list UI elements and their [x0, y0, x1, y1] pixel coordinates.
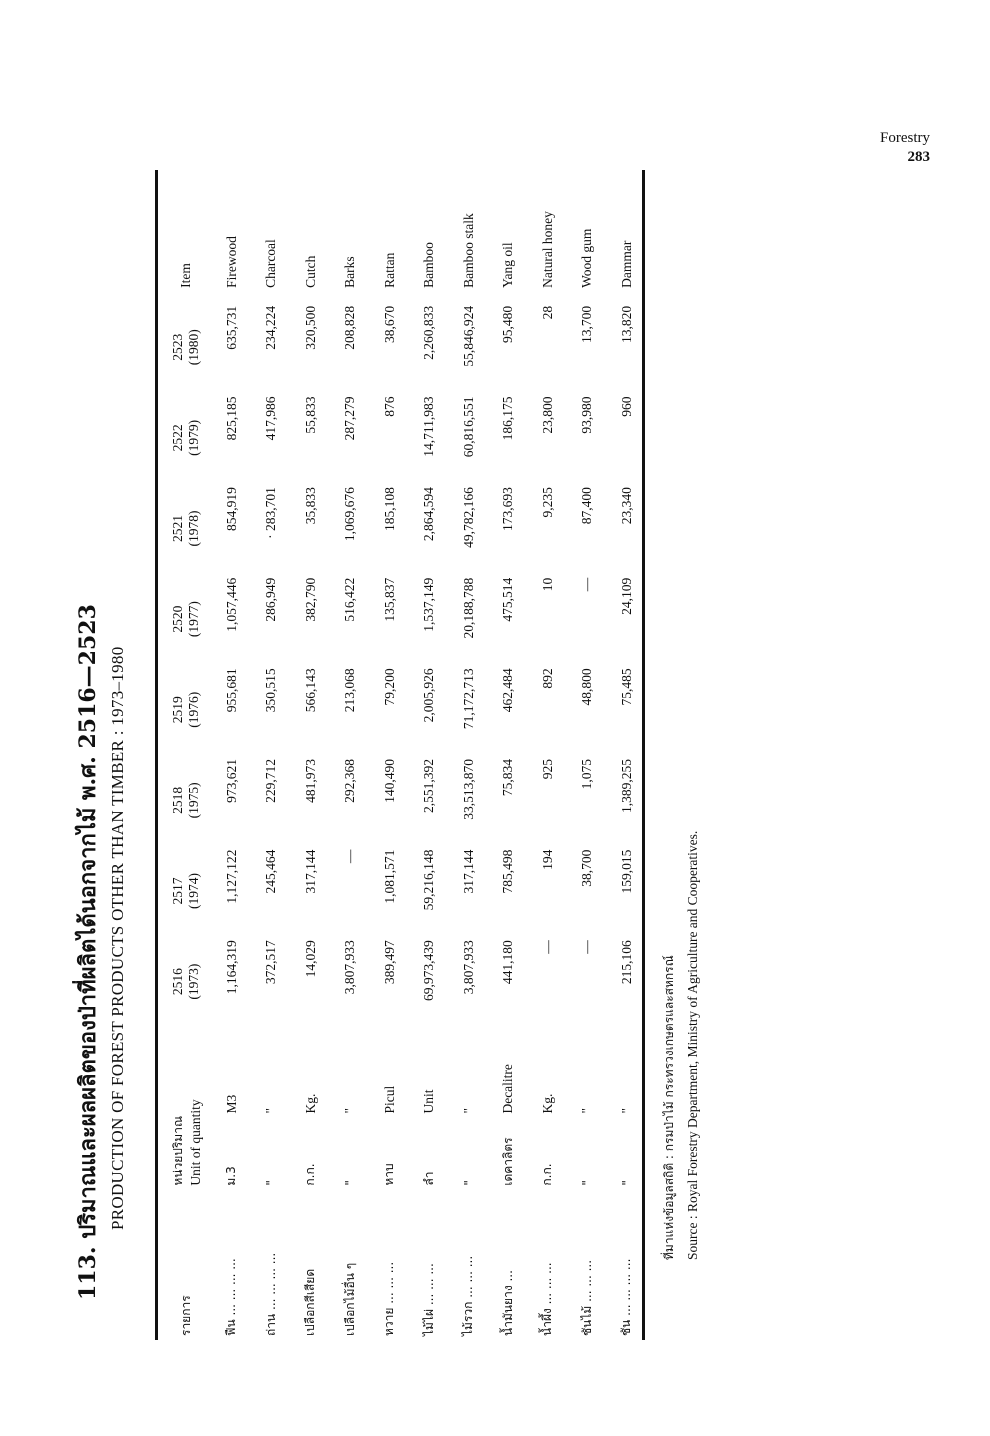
row-value: 1,057,446 — [223, 577, 239, 632]
row-thai-item: ชันไม้ ... ... ... — [579, 1259, 594, 1336]
row-value: 14,029 — [302, 940, 318, 978]
row-value: 2,864,594 — [421, 487, 437, 542]
row-value: 93,980 — [579, 396, 595, 434]
row-unit-english: M3 — [223, 1094, 239, 1114]
row-item: Bamboo — [421, 242, 437, 288]
table-row — [449, 170, 489, 1340]
col-year: 2520 (1977) — [170, 601, 201, 638]
row-value: 1,537,149 — [421, 577, 437, 632]
row-value: 973,621 — [223, 759, 239, 803]
row-value: 2,005,926 — [421, 668, 437, 723]
row-value: 1,127,122 — [223, 849, 239, 904]
row-value: 71,172,713 — [460, 668, 476, 730]
section-name: Forestry — [880, 130, 930, 146]
col-item: Item — [178, 263, 193, 288]
row-value: 49,782,166 — [460, 487, 476, 548]
row-value: — — [579, 577, 595, 592]
title-thai — [70, 604, 105, 1300]
row-value: 462,484 — [500, 668, 516, 713]
table-row — [607, 170, 647, 1340]
row-value: — — [342, 849, 358, 864]
row-unit-english: " — [342, 1108, 358, 1114]
row-value: 566,143 — [302, 668, 318, 713]
row-value: 173,693 — [500, 487, 516, 532]
row-value: 229,712 — [263, 759, 279, 803]
row-value: 635,731 — [223, 305, 239, 350]
row-unit-thai: " — [461, 1180, 476, 1186]
row-unit-thai: ม.3 — [224, 1166, 239, 1186]
row-value: 1,389,255 — [618, 759, 634, 814]
row-unit-thai: " — [343, 1180, 358, 1186]
row-value: 9,235 — [539, 487, 555, 518]
row-thai-item: ถ่าน ... ... ... ... — [263, 1252, 278, 1336]
row-value: 87,400 — [579, 487, 595, 525]
row-item: Barks — [342, 256, 358, 288]
row-value: 186,175 — [500, 396, 516, 441]
row-value: 13,700 — [579, 305, 595, 344]
row-value: 23,800 — [539, 396, 555, 434]
row-value: 38,700 — [579, 849, 595, 887]
table-number: 113. — [75, 1246, 101, 1300]
row-item: Natural honey — [539, 211, 555, 288]
row-item: Rattan — [381, 252, 397, 288]
row-value: 75,485 — [618, 668, 634, 706]
table-row — [212, 170, 252, 1340]
row-value: 292,368 — [342, 759, 358, 803]
row-thai-item: ชัน ... ... ... ... — [619, 1258, 634, 1336]
top-rule — [155, 170, 158, 1340]
row-value: 516,422 — [342, 577, 358, 622]
row-value: 876 — [381, 396, 397, 417]
row-value: 135,837 — [381, 577, 397, 622]
row-thai-item: เปลือกสีเสียด — [303, 1268, 318, 1336]
col-unit-english: Unit of quantity — [187, 1099, 203, 1186]
row-thai-item: ไม้ไผ่ ... ... ... — [421, 1263, 436, 1336]
row-value: 825,185 — [223, 396, 239, 441]
row-thai-item: น้ำผึ้ง ... ... ... — [540, 1262, 555, 1336]
row-item: Cutch — [302, 255, 318, 288]
row-value: 24,109 — [618, 577, 634, 615]
table-row — [568, 170, 608, 1340]
row-value: 955,681 — [223, 668, 239, 713]
row-value: 854,919 — [223, 487, 239, 532]
row-value: 320,500 — [302, 305, 318, 350]
row-value: 159,015 — [618, 849, 634, 894]
row-item: Charcoal — [263, 239, 279, 288]
row-value: 194 — [539, 849, 555, 870]
page-number: 283 — [907, 149, 930, 165]
row-unit-english: " — [460, 1108, 476, 1114]
row-thai-item: น้ำมันยาง ... — [500, 1270, 515, 1336]
bottom-rule — [642, 170, 645, 1340]
row-thai-item: ไม้รวก ... ... ... — [461, 1255, 476, 1336]
row-value: 33,513,870 — [460, 759, 476, 820]
col-year: 2523 (1980) — [170, 329, 201, 366]
source-note — [660, 831, 701, 1260]
title-english: PRODUCTION OF FOREST PRODUCTS OTHER THAN TIMBER : 1973–1980 — [108, 646, 127, 1230]
row-value: 3,807,933 — [342, 940, 358, 995]
row-value: 960 — [618, 396, 634, 417]
row-value: 3,807,933 — [460, 940, 476, 995]
row-unit-thai: ก.ก. — [540, 1163, 555, 1186]
row-value: 475,514 — [500, 577, 516, 622]
table-row — [291, 170, 331, 1340]
col-year: 2521 (1978) — [170, 510, 201, 547]
row-value: 382,790 — [302, 577, 318, 622]
row-item: Firewood — [223, 236, 239, 288]
row-value: 389,497 — [381, 940, 397, 985]
row-value: 20,188,788 — [460, 577, 476, 639]
row-value: 23,340 — [618, 487, 634, 525]
row-value: 245,464 — [263, 849, 279, 894]
row-value: 75,834 — [500, 759, 516, 797]
row-unit-thai: " — [580, 1180, 595, 1186]
row-value: 60,816,551 — [460, 396, 476, 458]
row-unit-english: Kg. — [302, 1093, 318, 1114]
row-unit-thai: เดคาลิตร — [500, 1137, 515, 1186]
row-value: 10 — [539, 577, 555, 592]
data-table — [160, 170, 647, 1340]
source-thai: ที่มาแห่งข้อมูลสถิติ : กรมป่าไม้ กระทรวงเกษตรและสหกรณ์ — [662, 955, 676, 1260]
col-unit — [160, 1027, 212, 1190]
row-value: 13,820 — [618, 305, 634, 344]
table-row — [331, 170, 371, 1340]
row-value: 1,081,571 — [381, 849, 397, 904]
row-value: 286,949 — [263, 577, 279, 622]
row-thai-item: หวาย ... ... ... — [382, 1261, 397, 1336]
source-english: Source : Royal Forestry Department, Ministry of Agriculture and Cooperatives. — [685, 830, 700, 1260]
col-year: 2522 (1979) — [170, 419, 201, 456]
header-row — [160, 170, 212, 1340]
page-header — [880, 130, 930, 166]
row-value: 1,075 — [579, 759, 595, 790]
row-value: 2,260,833 — [421, 305, 437, 360]
row-value: 69,973,439 — [421, 940, 437, 1002]
row-value: 417,986 — [263, 396, 279, 441]
row-value: 48,800 — [579, 668, 595, 706]
row-unit-english: Picul — [381, 1085, 397, 1114]
col-year: 2517 (1974) — [170, 872, 201, 909]
row-unit-english: " — [618, 1108, 634, 1114]
row-thai-item: ฟืน ... ... ... ... — [224, 1258, 239, 1336]
col-year: 2516 (1973) — [170, 963, 201, 1000]
table-row — [489, 170, 529, 1340]
row-value: 140,490 — [381, 759, 397, 803]
row-value: · 283,701 — [263, 487, 279, 539]
row-item: Dammar — [618, 240, 634, 288]
row-value: 481,973 — [302, 759, 318, 803]
row-unit-english: Kg. — [539, 1093, 555, 1114]
table-row — [370, 170, 410, 1340]
row-unit-english: " — [579, 1108, 595, 1114]
row-value: — — [579, 940, 595, 954]
table-row — [410, 170, 450, 1340]
row-unit-thai: " — [264, 1180, 279, 1186]
table-body — [212, 170, 647, 1340]
row-value: 59,216,148 — [421, 849, 437, 911]
title-thai-text: ปริมาณและผลผลิตของป่าที่ผลิตได้นอกจากไม้ พ.ศ. 2516—2523 — [75, 604, 101, 1239]
row-value: 2,551,392 — [421, 759, 437, 814]
row-value: 55,846,924 — [460, 305, 476, 367]
col-year: 2519 (1976) — [170, 691, 201, 728]
row-value: 441,180 — [500, 940, 516, 985]
row-value: 1,164,319 — [223, 940, 239, 995]
row-value: 925 — [539, 759, 555, 780]
table-row — [252, 170, 292, 1340]
col-unit-thai: หน่วยปริมาณ — [170, 1115, 185, 1186]
row-value: 317,144 — [302, 849, 318, 894]
row-value: 213,068 — [342, 668, 358, 713]
row-value: 38,670 — [381, 305, 397, 344]
row-unit-thai: " — [619, 1180, 634, 1186]
col-thai-item: รายการ — [178, 1295, 193, 1336]
row-value: 14,711,983 — [421, 396, 437, 457]
row-value: 317,144 — [460, 849, 476, 894]
row-unit-thai: ลำ — [421, 1171, 436, 1186]
row-value: 372,517 — [263, 940, 279, 985]
row-value: 208,828 — [342, 305, 358, 350]
row-value: 28 — [539, 305, 555, 320]
row-unit-thai: ก.ก. — [303, 1163, 318, 1186]
row-unit-english: Unit — [421, 1089, 437, 1114]
row-value: 95,480 — [500, 305, 516, 344]
row-value: — — [539, 940, 555, 954]
row-value: 234,224 — [263, 305, 279, 350]
col-year: 2518 (1975) — [170, 782, 201, 819]
row-thai-item: เปลือกไม้อื่น ๆ — [342, 1262, 357, 1336]
row-value: 79,200 — [381, 668, 397, 706]
row-value: 35,833 — [302, 487, 318, 525]
row-value: 215,106 — [618, 940, 634, 985]
row-unit-english: " — [263, 1108, 279, 1114]
row-value: 785,498 — [500, 849, 516, 894]
row-item: Yang oil — [500, 242, 516, 288]
row-value: 350,515 — [263, 668, 279, 713]
table-row — [528, 170, 568, 1340]
row-item: Bamboo stalk — [460, 213, 476, 288]
row-item: Wood gum — [579, 228, 595, 288]
row-value: 1,069,676 — [342, 487, 358, 542]
rotated-table-page — [70, 170, 790, 1340]
row-value: 185,108 — [381, 487, 397, 532]
row-value: 892 — [539, 668, 555, 689]
row-unit-english: Decalitre — [500, 1064, 516, 1114]
row-unit-thai: หาบ — [382, 1163, 397, 1186]
row-value: 287,279 — [342, 396, 358, 441]
row-value: 55,833 — [302, 396, 318, 434]
